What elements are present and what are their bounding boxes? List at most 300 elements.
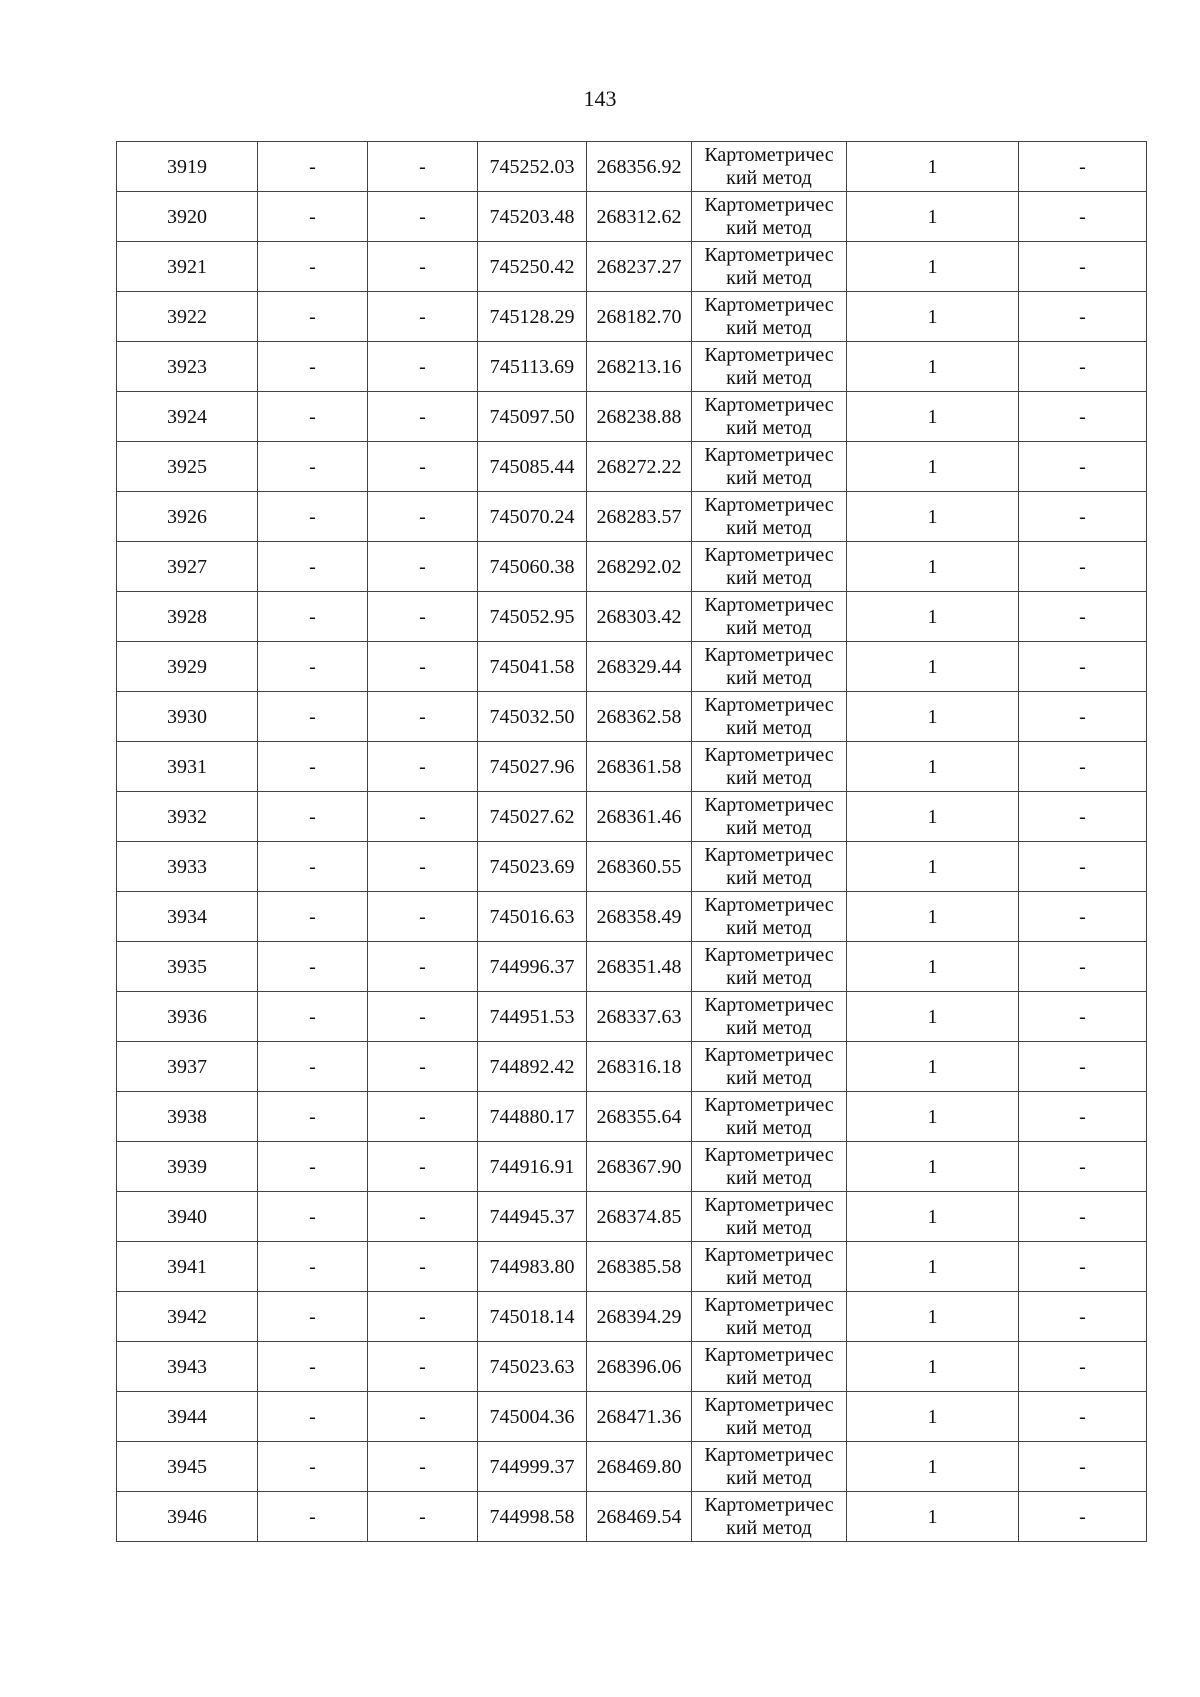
point-number-cell: 3932	[117, 792, 258, 842]
accuracy-cell: 1	[847, 742, 1019, 792]
table-row	[117, 942, 1147, 992]
method-text-line-1: Картометричес	[704, 1243, 834, 1266]
table-row	[117, 892, 1147, 942]
y-coordinate-cell: 268237.27	[587, 242, 692, 292]
method-text-line-2: кий метод	[726, 966, 812, 989]
accuracy-cell: 1	[847, 1442, 1019, 1492]
dash-cell: -	[258, 1092, 368, 1142]
y-coordinate-cell: 268182.70	[587, 292, 692, 342]
dash-cell: -	[368, 842, 478, 892]
dash-cell: -	[368, 1292, 478, 1342]
method-text-line-2: кий метод	[726, 1066, 812, 1089]
point-number-cell: 3939	[117, 1142, 258, 1192]
dash-cell: -	[1019, 242, 1147, 292]
method-cell	[692, 1192, 847, 1242]
x-coordinate-cell: 745250.42	[478, 242, 587, 292]
x-coordinate-cell: 745113.69	[478, 342, 587, 392]
x-coordinate-cell: 745027.62	[478, 792, 587, 842]
dash-cell: -	[258, 1192, 368, 1242]
dash-cell: -	[368, 1192, 478, 1242]
dash-cell: -	[258, 242, 368, 292]
table-row	[117, 1492, 1147, 1542]
y-coordinate-cell: 268385.58	[587, 1242, 692, 1292]
accuracy-cell: 1	[847, 1192, 1019, 1242]
accuracy-cell: 1	[847, 1292, 1019, 1342]
method-text-line-2: кий метод	[726, 316, 812, 339]
page-number: 143	[583, 86, 617, 111]
method-text-line-2: кий метод	[726, 1516, 812, 1539]
accuracy-cell: 1	[847, 1042, 1019, 1092]
dash-cell: -	[258, 292, 368, 342]
y-coordinate-cell: 268471.36	[587, 1392, 692, 1442]
x-coordinate-cell: 745252.03	[478, 142, 587, 192]
x-coordinate-cell: 744945.37	[478, 1192, 587, 1242]
method-cell	[692, 1342, 847, 1392]
dash-cell: -	[368, 1042, 478, 1092]
method-text-line-2: кий метод	[726, 566, 812, 589]
method-cell	[692, 1042, 847, 1092]
accuracy-cell: 1	[847, 1142, 1019, 1192]
x-coordinate-cell: 745023.69	[478, 842, 587, 892]
dash-cell: -	[1019, 1042, 1147, 1092]
dash-cell: -	[1019, 992, 1147, 1042]
dash-cell: -	[258, 192, 368, 242]
y-coordinate-cell: 268355.64	[587, 1092, 692, 1142]
dash-cell: -	[368, 192, 478, 242]
method-text-line-1: Картометричес	[704, 743, 834, 766]
method-cell	[692, 742, 847, 792]
method-text-line-1: Картометричес	[704, 593, 834, 616]
dash-cell: -	[368, 1342, 478, 1392]
accuracy-cell: 1	[847, 1092, 1019, 1142]
point-number-cell: 3920	[117, 192, 258, 242]
y-coordinate-cell: 268283.57	[587, 492, 692, 542]
accuracy-cell: 1	[847, 892, 1019, 942]
y-coordinate-cell: 268358.49	[587, 892, 692, 942]
method-cell	[692, 342, 847, 392]
dash-cell: -	[368, 292, 478, 342]
y-coordinate-cell: 268238.88	[587, 392, 692, 442]
dash-cell: -	[368, 1392, 478, 1442]
point-number-cell: 3943	[117, 1342, 258, 1392]
table-row	[117, 392, 1147, 442]
method-text-line-1: Картометричес	[704, 843, 834, 866]
dash-cell: -	[368, 542, 478, 592]
method-text-line-1: Картометричес	[704, 1093, 834, 1116]
dash-cell: -	[1019, 692, 1147, 742]
dash-cell: -	[258, 342, 368, 392]
accuracy-cell: 1	[847, 442, 1019, 492]
method-text-line-1: Картометричес	[704, 693, 834, 716]
method-text-line-2: кий метод	[726, 416, 812, 439]
table-row	[117, 442, 1147, 492]
table-row	[117, 1042, 1147, 1092]
accuracy-cell: 1	[847, 392, 1019, 442]
method-text-line-1: Картометричес	[704, 243, 834, 266]
dash-cell: -	[258, 842, 368, 892]
method-text-line-1: Картометричес	[704, 543, 834, 566]
x-coordinate-cell: 745018.14	[478, 1292, 587, 1342]
dash-cell: -	[368, 992, 478, 1042]
method-cell	[692, 192, 847, 242]
method-text-line-2: кий метод	[726, 1166, 812, 1189]
y-coordinate-cell: 268360.55	[587, 842, 692, 892]
table-row	[117, 242, 1147, 292]
table-row	[117, 742, 1147, 792]
dash-cell: -	[258, 892, 368, 942]
dash-cell: -	[368, 892, 478, 942]
method-text-line-1: Картометричес	[704, 493, 834, 516]
table-row	[117, 792, 1147, 842]
dash-cell: -	[1019, 842, 1147, 892]
method-text-line-1: Картометричес	[704, 943, 834, 966]
y-coordinate-cell: 268374.85	[587, 1192, 692, 1242]
method-text-line-1: Картометричес	[704, 1493, 834, 1516]
x-coordinate-cell: 745041.58	[478, 642, 587, 692]
y-coordinate-cell: 268394.29	[587, 1292, 692, 1342]
dash-cell: -	[258, 1042, 368, 1092]
dash-cell: -	[368, 1242, 478, 1292]
dash-cell: -	[368, 742, 478, 792]
dash-cell: -	[1019, 1442, 1147, 1492]
y-coordinate-cell: 268213.16	[587, 342, 692, 392]
method-cell	[692, 542, 847, 592]
method-text-line-2: кий метод	[726, 1366, 812, 1389]
dash-cell: -	[1019, 1292, 1147, 1342]
method-text-line-1: Картометричес	[704, 393, 834, 416]
method-cell	[692, 1492, 847, 1542]
dash-cell: -	[1019, 592, 1147, 642]
point-number-cell: 3938	[117, 1092, 258, 1142]
table-row	[117, 1142, 1147, 1192]
accuracy-cell: 1	[847, 342, 1019, 392]
dash-cell: -	[1019, 1392, 1147, 1442]
x-coordinate-cell: 745060.38	[478, 542, 587, 592]
method-text-line-2: кий метод	[726, 1216, 812, 1239]
method-cell	[692, 1442, 847, 1492]
method-text-line-1: Картометричес	[704, 1043, 834, 1066]
x-coordinate-cell: 745004.36	[478, 1392, 587, 1442]
accuracy-cell: 1	[847, 1392, 1019, 1442]
dash-cell: -	[368, 692, 478, 742]
method-text-line-1: Картометричес	[704, 1393, 834, 1416]
method-cell	[692, 692, 847, 742]
table-row	[117, 142, 1147, 192]
dash-cell: -	[258, 942, 368, 992]
y-coordinate-cell: 268367.90	[587, 1142, 692, 1192]
point-number-cell: 3925	[117, 442, 258, 492]
accuracy-cell: 1	[847, 142, 1019, 192]
dash-cell: -	[258, 642, 368, 692]
dash-cell: -	[1019, 292, 1147, 342]
dash-cell: -	[258, 592, 368, 642]
method-text-line-2: кий метод	[726, 716, 812, 739]
point-number-cell: 3936	[117, 992, 258, 1042]
table-row	[117, 692, 1147, 742]
point-number-cell: 3919	[117, 142, 258, 192]
method-cell	[692, 492, 847, 542]
point-number-cell: 3928	[117, 592, 258, 642]
y-coordinate-cell: 268469.54	[587, 1492, 692, 1542]
y-coordinate-cell: 268272.22	[587, 442, 692, 492]
dash-cell: -	[258, 692, 368, 742]
y-coordinate-cell: 268361.46	[587, 792, 692, 842]
point-number-cell: 3944	[117, 1392, 258, 1442]
table-body	[117, 142, 1147, 1542]
accuracy-cell: 1	[847, 542, 1019, 592]
accuracy-cell: 1	[847, 1342, 1019, 1392]
dash-cell: -	[1019, 1192, 1147, 1242]
dash-cell: -	[368, 442, 478, 492]
dash-cell: -	[1019, 892, 1147, 942]
method-text-line-1: Картометричес	[704, 793, 834, 816]
dash-cell: -	[1019, 1142, 1147, 1192]
table-row	[117, 642, 1147, 692]
dash-cell: -	[258, 442, 368, 492]
dash-cell: -	[258, 1342, 368, 1392]
method-cell	[692, 642, 847, 692]
method-text-line-1: Картометричес	[704, 643, 834, 666]
y-coordinate-cell: 268312.62	[587, 192, 692, 242]
y-coordinate-cell: 268303.42	[587, 592, 692, 642]
method-text-line-2: кий метод	[726, 766, 812, 789]
dash-cell: -	[368, 242, 478, 292]
method-cell	[692, 992, 847, 1042]
method-text-line-2: кий метод	[726, 516, 812, 539]
point-number-cell: 3923	[117, 342, 258, 392]
dash-cell: -	[368, 1492, 478, 1542]
method-cell	[692, 592, 847, 642]
method-text-line-1: Картометричес	[704, 143, 834, 166]
dash-cell: -	[258, 1292, 368, 1342]
method-text-line-1: Картометричес	[704, 1143, 834, 1166]
method-text-line-2: кий метод	[726, 666, 812, 689]
point-number-cell: 3922	[117, 292, 258, 342]
y-coordinate-cell: 268316.18	[587, 1042, 692, 1092]
table-row	[117, 292, 1147, 342]
accuracy-cell: 1	[847, 192, 1019, 242]
dash-cell: -	[258, 142, 368, 192]
method-text-line-2: кий метод	[726, 866, 812, 889]
x-coordinate-cell: 745128.29	[478, 292, 587, 342]
coordinates-table	[116, 141, 1147, 1542]
method-text-line-2: кий метод	[726, 816, 812, 839]
method-cell	[692, 842, 847, 892]
method-cell	[692, 1392, 847, 1442]
point-number-cell: 3942	[117, 1292, 258, 1342]
method-text-line-2: кий метод	[726, 166, 812, 189]
method-text-line-2: кий метод	[726, 1266, 812, 1289]
method-text-line-2: кий метод	[726, 1016, 812, 1039]
table-row	[117, 1242, 1147, 1292]
method-text-line-1: Картометричес	[704, 1293, 834, 1316]
table-row	[117, 192, 1147, 242]
method-text-line-2: кий метод	[726, 466, 812, 489]
method-cell	[692, 1242, 847, 1292]
dash-cell: -	[1019, 142, 1147, 192]
accuracy-cell: 1	[847, 792, 1019, 842]
x-coordinate-cell: 745023.63	[478, 1342, 587, 1392]
accuracy-cell: 1	[847, 842, 1019, 892]
table-row	[117, 592, 1147, 642]
dash-cell: -	[368, 392, 478, 442]
accuracy-cell: 1	[847, 1492, 1019, 1542]
method-text-line-2: кий метод	[726, 1466, 812, 1489]
y-coordinate-cell: 268329.44	[587, 642, 692, 692]
method-text-line-2: кий метод	[726, 266, 812, 289]
y-coordinate-cell: 268396.06	[587, 1342, 692, 1392]
dash-cell: -	[1019, 792, 1147, 842]
dash-cell: -	[368, 492, 478, 542]
method-text-line-2: кий метод	[726, 616, 812, 639]
dash-cell: -	[1019, 192, 1147, 242]
dash-cell: -	[1019, 342, 1147, 392]
point-number-cell: 3935	[117, 942, 258, 992]
method-text-line-1: Картометричес	[704, 1343, 834, 1366]
method-text-line-1: Картометричес	[704, 443, 834, 466]
method-cell	[692, 1142, 847, 1192]
x-coordinate-cell: 745085.44	[478, 442, 587, 492]
dash-cell: -	[1019, 642, 1147, 692]
method-text-line-2: кий метод	[726, 216, 812, 239]
dash-cell: -	[258, 1492, 368, 1542]
dash-cell: -	[368, 592, 478, 642]
y-coordinate-cell: 268356.92	[587, 142, 692, 192]
dash-cell: -	[1019, 1092, 1147, 1142]
table-row	[117, 1092, 1147, 1142]
table-row	[117, 1292, 1147, 1342]
y-coordinate-cell: 268292.02	[587, 542, 692, 592]
method-cell	[692, 242, 847, 292]
dash-cell: -	[1019, 542, 1147, 592]
dash-cell: -	[368, 342, 478, 392]
method-text-line-1: Картометричес	[704, 343, 834, 366]
dash-cell: -	[1019, 942, 1147, 992]
point-number-cell: 3931	[117, 742, 258, 792]
x-coordinate-cell: 745052.95	[478, 592, 587, 642]
point-number-cell: 3940	[117, 1192, 258, 1242]
point-number-cell: 3937	[117, 1042, 258, 1092]
dash-cell: -	[258, 992, 368, 1042]
dash-cell: -	[368, 1092, 478, 1142]
dash-cell: -	[368, 792, 478, 842]
dash-cell: -	[1019, 742, 1147, 792]
accuracy-cell: 1	[847, 1242, 1019, 1292]
dash-cell: -	[258, 392, 368, 442]
accuracy-cell: 1	[847, 292, 1019, 342]
dash-cell: -	[258, 742, 368, 792]
table-row	[117, 492, 1147, 542]
y-coordinate-cell: 268351.48	[587, 942, 692, 992]
x-coordinate-cell: 744951.53	[478, 992, 587, 1042]
x-coordinate-cell: 745070.24	[478, 492, 587, 542]
point-number-cell: 3941	[117, 1242, 258, 1292]
table-row	[117, 542, 1147, 592]
method-text-line-1: Картометричес	[704, 1443, 834, 1466]
dash-cell: -	[368, 642, 478, 692]
point-number-cell: 3927	[117, 542, 258, 592]
dash-cell: -	[368, 942, 478, 992]
method-cell	[692, 442, 847, 492]
x-coordinate-cell: 744880.17	[478, 1092, 587, 1142]
point-number-cell: 3924	[117, 392, 258, 442]
dash-cell: -	[1019, 1242, 1147, 1292]
accuracy-cell: 1	[847, 692, 1019, 742]
dash-cell: -	[1019, 492, 1147, 542]
y-coordinate-cell: 268361.58	[587, 742, 692, 792]
dash-cell: -	[368, 142, 478, 192]
point-number-cell: 3934	[117, 892, 258, 942]
table-row	[117, 842, 1147, 892]
method-text-line-1: Картометричес	[704, 193, 834, 216]
y-coordinate-cell: 268469.80	[587, 1442, 692, 1492]
accuracy-cell: 1	[847, 992, 1019, 1042]
table-row	[117, 1442, 1147, 1492]
method-cell	[692, 1092, 847, 1142]
dash-cell: -	[368, 1442, 478, 1492]
y-coordinate-cell: 268362.58	[587, 692, 692, 742]
method-text-line-1: Картометричес	[704, 293, 834, 316]
dash-cell: -	[368, 1142, 478, 1192]
dash-cell: -	[258, 492, 368, 542]
dash-cell: -	[258, 1242, 368, 1292]
method-cell	[692, 292, 847, 342]
accuracy-cell: 1	[847, 942, 1019, 992]
method-cell	[692, 142, 847, 192]
method-text-line-2: кий метод	[726, 366, 812, 389]
point-number-cell: 3929	[117, 642, 258, 692]
x-coordinate-cell: 745097.50	[478, 392, 587, 442]
dash-cell: -	[258, 1392, 368, 1442]
dash-cell: -	[258, 542, 368, 592]
table-row	[117, 342, 1147, 392]
table-row	[117, 1192, 1147, 1242]
x-coordinate-cell: 744999.37	[478, 1442, 587, 1492]
point-number-cell: 3930	[117, 692, 258, 742]
table-row	[117, 1392, 1147, 1442]
method-cell	[692, 892, 847, 942]
method-text-line-2: кий метод	[726, 916, 812, 939]
dash-cell: -	[1019, 392, 1147, 442]
point-number-cell: 3926	[117, 492, 258, 542]
table-row	[117, 992, 1147, 1042]
dash-cell: -	[1019, 1342, 1147, 1392]
point-number-cell: 3921	[117, 242, 258, 292]
point-number-cell: 3933	[117, 842, 258, 892]
method-cell	[692, 1292, 847, 1342]
method-text-line-2: кий метод	[726, 1116, 812, 1139]
point-number-cell: 3946	[117, 1492, 258, 1542]
dash-cell: -	[258, 1442, 368, 1492]
method-text-line-1: Картометричес	[704, 993, 834, 1016]
table-row	[117, 1342, 1147, 1392]
x-coordinate-cell: 745027.96	[478, 742, 587, 792]
method-text-line-2: кий метод	[726, 1416, 812, 1439]
method-text-line-2: кий метод	[726, 1316, 812, 1339]
accuracy-cell: 1	[847, 642, 1019, 692]
method-text-line-1: Картометричес	[704, 893, 834, 916]
method-cell	[692, 942, 847, 992]
x-coordinate-cell: 745032.50	[478, 692, 587, 742]
dash-cell: -	[1019, 1492, 1147, 1542]
x-coordinate-cell: 744998.58	[478, 1492, 587, 1542]
x-coordinate-cell: 745203.48	[478, 192, 587, 242]
dash-cell: -	[258, 792, 368, 842]
y-coordinate-cell: 268337.63	[587, 992, 692, 1042]
x-coordinate-cell: 744983.80	[478, 1242, 587, 1292]
x-coordinate-cell: 744892.42	[478, 1042, 587, 1092]
point-number-cell: 3945	[117, 1442, 258, 1492]
